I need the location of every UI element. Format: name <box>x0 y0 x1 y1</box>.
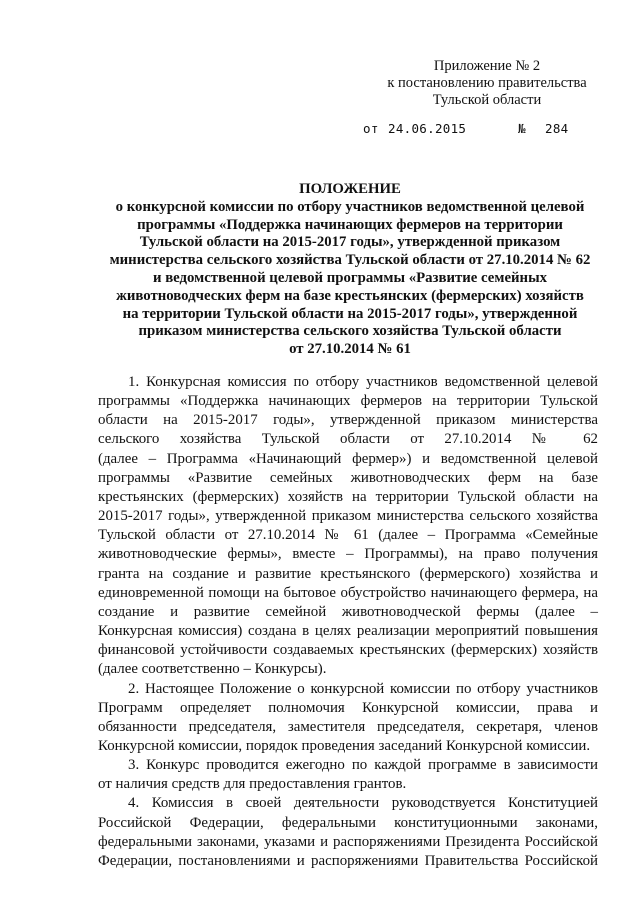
title-line: приказом министерства сельского хозяйства Тульской области <box>138 323 562 340</box>
paragraph-line: Тульской области от 27.10.2014 № 61 (далее – Программа «Семейные <box>98 527 598 544</box>
title-line: Тульской области на 2015-2017 годы», утвержденной приказом <box>139 234 561 251</box>
paragraph <box>98 756 598 794</box>
document-date: 24.06.2015 <box>388 121 467 136</box>
paragraph-line: 2. Настоящее Положение о конкурсной комиссии по отбору участников <box>128 680 598 697</box>
paragraph-line: создание и развитие семейной животноводческой фермы (далее – <box>98 603 598 620</box>
paragraph-line: Конкурсной комиссии, порядок проведения заседаний Конкурсной комиссии. <box>98 737 591 754</box>
paragraph-line: Конкурсная комиссия) создана в целях реализации мероприятий повышения <box>98 623 598 640</box>
document-number: 284 <box>545 121 569 136</box>
title-line: о конкурсной комиссии по отбору участников ведомственной целевой <box>115 198 585 215</box>
paragraph-line: области на 2015-2017 годы», утвержденной приказом министерства <box>98 412 598 429</box>
paragraph-line: Программ определяет полномочия Конкурсной комиссии, права и <box>98 699 598 716</box>
paragraph <box>98 794 598 871</box>
appendix-line: к постановлению правительства <box>387 75 587 91</box>
title-line: программы «Поддержка начинающих фермеров на территории <box>137 216 563 233</box>
paragraph-line: федеральными законами, указами и распоряжениями Президента Российской <box>98 833 598 850</box>
paragraph-line: единовременной помощи на бытовое обустройство начинающего фермера, на <box>98 584 598 601</box>
title-line: животноводческих ферм на базе крестьянских (фермерских) хозяйств <box>116 287 584 304</box>
paragraph-line: программы «Поддержка начинающих фермеров на территории Тульской <box>98 393 598 410</box>
paragraph <box>98 373 598 680</box>
paragraph-line: крестьянских (фермерских) хозяйств на территории Тульской области на <box>98 488 598 505</box>
paragraph-line: 3. Конкурс проводится ежегодно по каждой программе в зависимости <box>128 757 598 774</box>
document-body <box>98 373 598 871</box>
document-title <box>100 181 600 359</box>
paragraph-line: (далее соответственно – Конкурсы). <box>98 661 327 678</box>
paragraph-line: обязанности председателя, заместителя председателя, секретаря, членов <box>98 718 598 735</box>
title-line: от 27.10.2014 № 61 <box>289 341 411 358</box>
paragraph-line: гранта на создание и развитие крестьянского (фермерского) хозяйства и <box>98 565 598 582</box>
paragraph <box>98 680 598 757</box>
title-line: на территории Тульской области на 2015-2017 годы», утвержденной <box>122 305 578 322</box>
appendix-line: Приложение № 2 <box>433 58 541 74</box>
date-prefix: от <box>363 121 379 136</box>
paragraph-line: 1. Конкурсная комиссия по отбору участников ведомственной целевой <box>128 374 598 390</box>
paragraph-line: 4. Комиссия в своей деятельности руководствуется Конституцией <box>128 795 598 812</box>
paragraph-line: сельского хозяйства Тульской области от 27.10.2014 № 62 <box>98 431 598 448</box>
paragraph-line: финансовой устойчивости создаваемых крестьянских (фермерских) хозяйств <box>98 642 598 659</box>
paragraph-line: животноводческие фермы», вместе – Программы), на право получения <box>98 546 598 563</box>
paragraph-line: Федерации, постановлениями и распоряжениями Правительства Российской <box>98 852 598 869</box>
paragraph-line: программы «Развитие семейных животноводческих ферм на базе <box>98 469 598 486</box>
number-prefix: № <box>518 121 526 136</box>
paragraph-line: (далее – Программа «Начинающий фермер») и ведомственной целевой <box>98 450 598 467</box>
paragraph-line: от наличия средств для предоставления грантов. <box>98 776 407 793</box>
title-line: и ведомственной целевой программы «Развитие семейных <box>152 269 548 286</box>
appendix-line: Тульской области <box>432 92 542 108</box>
paragraph-line: Российской Федерации, федеральными конституционными законами, <box>98 814 598 831</box>
paragraph-line: 2015-2017 годы», утвержденной приказом министерства сельского хозяйства <box>98 508 598 525</box>
title-heading: ПОЛОЖЕНИЕ <box>299 181 401 197</box>
title-line: министерства сельского хозяйства Тульской области от 27.10.2014 № 62 <box>109 252 591 269</box>
appendix-header <box>362 58 612 109</box>
